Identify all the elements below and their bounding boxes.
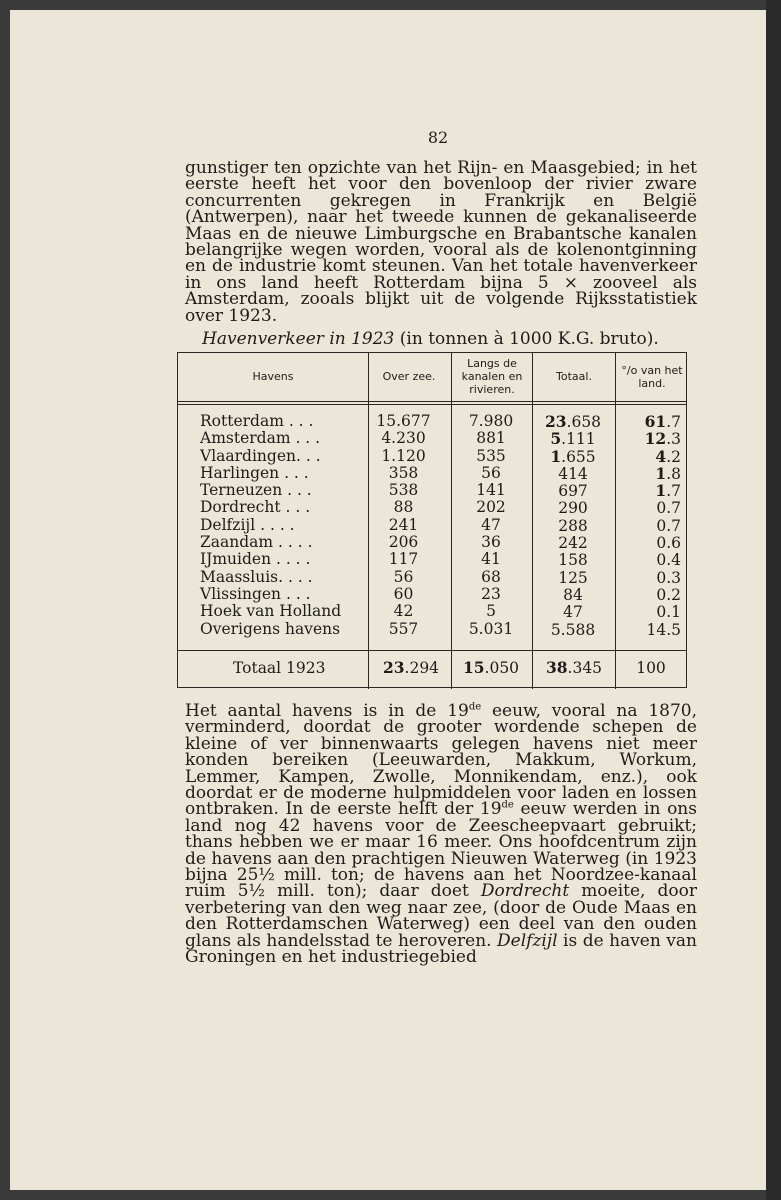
- table-body: [178, 413, 686, 638]
- kanalen-value: 41: [481, 550, 501, 569]
- table-row: [178, 430, 686, 447]
- totaal-value: 5.111: [550, 429, 596, 449]
- harbour-name: Terneuzen . . .: [200, 481, 312, 500]
- table-row: [178, 499, 686, 516]
- header-totaal: Totaal.: [556, 370, 592, 383]
- totaal-value: 697: [558, 482, 588, 501]
- over-zee-value: 56: [393, 567, 414, 586]
- totaal-value: 288: [558, 516, 588, 535]
- table-row: [178, 534, 686, 551]
- table-row: [178, 448, 686, 465]
- total-row: [178, 653, 686, 683]
- table-row: [178, 482, 686, 499]
- percentage-value: 0.7: [656, 499, 681, 518]
- over-zee-value: 60: [393, 584, 414, 603]
- percentage-value: 0.2: [656, 585, 681, 604]
- header-percentage: °/o van het land.: [621, 364, 683, 390]
- kanalen-value: 68: [481, 567, 501, 586]
- total-label: Totaal 1923: [233, 659, 326, 677]
- kanalen-value: 141: [476, 481, 506, 500]
- page-edge-shadow: [766, 0, 781, 1200]
- percentage-value: 0.6: [656, 534, 681, 553]
- over-zee-value: 88: [393, 498, 414, 517]
- percentage-value: 0.7: [656, 516, 681, 535]
- total-kanalen: 15.050: [462, 658, 520, 677]
- header-havens: Havens: [252, 370, 294, 383]
- totaal-value: 158: [558, 551, 588, 570]
- header-rule-2: [178, 404, 686, 405]
- header-kanalen: Langs de kanalen en rivieren.: [461, 357, 523, 396]
- paragraph-2: Het aantal havens is in de 19de eeuw, vooral na 1870, verminderd, doordat de grooter wordende schepen de kleine of ver binnenwaarts gelegen havens niet meer konden bereiken (Leeuwarden, Makkum, Workum, Lemmer, Kampen, Zwolle, Monnikendam, enz.), ook doordat er de moderne hulpmiddelen voor laden en lossen ontbraken. In de eerste helft der 19de eeuw werden in ons land nog 42 havens voor de Zeescheepvaart gebruikt; thans hebben we er maar 16 meer. Ons hoofdcentrum zijn de havens aan den prachtigen Nieuwen Waterweg (in 1923 bijna 25½ mill. ton; de havens aan het Noordzee-kanaal ruim 5½ mill. ton); daar doet Dordrecht moeite, door verbetering van den weg naar zee, (door de Oude Maas en den Rotterdamschen Waterweg) een deel van den ouden glans als handelsstad te heroveren. Delfzijl is de haven van Groningen en het industriegebied: [185, 701, 697, 968]
- kanalen-value: 23: [481, 584, 501, 603]
- harbour-name: Overigens havens: [200, 619, 341, 638]
- total-percentage: 100: [636, 659, 666, 677]
- totaal-value: 1.655: [550, 446, 596, 466]
- table-row: [178, 569, 686, 586]
- percentage-value: 61.7: [644, 412, 681, 431]
- over-zee-value: 557: [388, 619, 419, 638]
- kanalen-value: 881: [476, 429, 506, 448]
- harbour-name: Vlaardingen. . .: [200, 446, 321, 465]
- totaal-value: 84: [563, 585, 583, 604]
- table-row: [178, 603, 686, 620]
- total-totaal: 38.345: [545, 658, 603, 677]
- over-zee-value: 241: [388, 515, 419, 534]
- harbour-traffic-table: [177, 352, 687, 688]
- totaal-value: 414: [558, 464, 588, 483]
- totaal-value: 5.588: [550, 620, 596, 639]
- table-row: [178, 465, 686, 482]
- total-over-zee: 23.294: [382, 658, 440, 677]
- caption-italic: Havenverkeer in 1923: [202, 329, 395, 349]
- over-zee-value: 42: [393, 602, 414, 621]
- percentage-value: 12.3: [644, 429, 681, 449]
- page-number: 82: [427, 128, 449, 147]
- over-zee-value: 117: [388, 550, 419, 569]
- totaal-value: 47: [563, 603, 583, 622]
- harbour-name: Hoek van Holland: [200, 602, 342, 621]
- harbour-name: Zaandam . . . .: [200, 533, 313, 552]
- table-row: [178, 586, 686, 603]
- kanalen-value: 47: [481, 515, 501, 534]
- harbour-name: IJmuiden . . . .: [200, 550, 311, 569]
- harbour-name: Maassluis. . . .: [200, 567, 313, 586]
- harbour-name: Delfzijl . . . .: [200, 515, 295, 534]
- table-row: [178, 413, 686, 430]
- header-over-zee: Over zee.: [382, 370, 436, 383]
- over-zee-value: 4.230: [381, 429, 426, 448]
- paragraph-1: gunstiger ten opzichte van het Rijn- en Maasgebied; in het eerste heeft het voor den bovenloop der rivier zware concurrenten gekregen in Frankrijk en België (Antwerpen), naar het tweede kunnen de gekanaliseerde Maas en de nieuwe Limburgsche en Brabantsche kanalen belangrijke wegen worden, vooral als de kolenontginning en de industrie komt steunen. Van het totale havenverkeer in ons land heeft Rotterdam bijna 5 × zooveel als Amsterdam, zooals blijkt uit de volgende Rijksstatistiek over 1923.: [185, 158, 697, 326]
- kanalen-value: 56: [481, 463, 501, 482]
- total-rule: [178, 650, 686, 651]
- harbour-name: Amsterdam . . .: [200, 429, 321, 448]
- kanalen-value: 36: [481, 533, 501, 552]
- table-row: [178, 517, 686, 534]
- table-caption: [202, 329, 659, 349]
- harbour-name: Dordrecht . . .: [200, 498, 311, 517]
- percentage-value: 0.3: [656, 568, 681, 587]
- totaal-value: 125: [558, 568, 588, 587]
- over-zee-value: 1.120: [381, 446, 426, 465]
- harbour-name: Rotterdam . . .: [200, 412, 314, 430]
- totaal-value: 290: [558, 499, 588, 518]
- table-row: [178, 621, 686, 638]
- kanalen-value: 7.980: [468, 412, 514, 430]
- percentage-value: 0.4: [656, 551, 681, 570]
- percentage-value: 1.7: [655, 481, 681, 501]
- over-zee-value: 538: [388, 481, 419, 500]
- caption-rest: (in tonnen à 1000 K.G. bruto).: [394, 329, 659, 349]
- kanalen-value: 5.031: [468, 619, 514, 638]
- percentage-value: 0.1: [656, 603, 681, 622]
- header-rule: [178, 401, 686, 402]
- percentage-value: 4.2: [655, 446, 681, 466]
- kanalen-value: 535: [476, 446, 506, 465]
- kanalen-value: 5: [486, 602, 496, 621]
- kanalen-value: 202: [476, 498, 506, 517]
- harbour-name: Harlingen . . .: [200, 463, 309, 482]
- harbour-name: Vlissingen . . .: [200, 584, 311, 603]
- table-row: [178, 551, 686, 568]
- percentage-value: 14.5: [646, 620, 681, 639]
- over-zee-value: 358: [388, 463, 419, 482]
- over-zee-value: 15.677: [376, 412, 431, 430]
- totaal-value: 23.658: [544, 412, 602, 431]
- over-zee-value: 206: [388, 533, 419, 552]
- totaal-value: 242: [558, 534, 588, 553]
- percentage-value: 1.8: [655, 463, 681, 483]
